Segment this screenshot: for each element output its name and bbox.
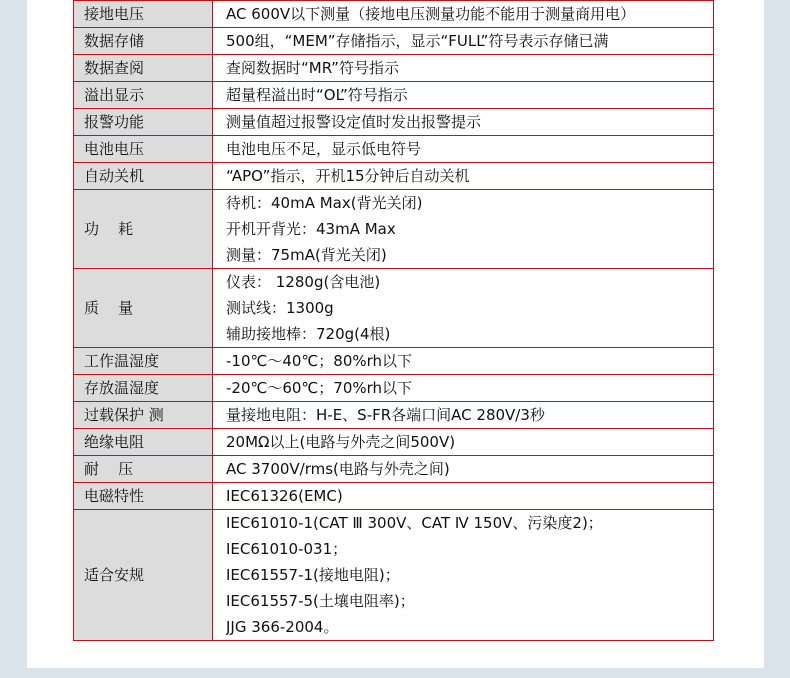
- spec-row: [74, 375, 714, 402]
- spec-value: [213, 136, 714, 163]
- spec-row: [74, 348, 714, 375]
- spec-label: 数据查阅: [74, 55, 213, 82]
- spec-table-body: [74, 1, 714, 641]
- spec-label: 存放温湿度: [74, 375, 213, 402]
- spec-value: [213, 429, 714, 456]
- spec-value: [213, 375, 714, 402]
- spec-value: [213, 269, 714, 348]
- spec-value: [213, 190, 714, 269]
- spec-row: [74, 136, 714, 163]
- spec-row: [74, 55, 714, 82]
- spec-value: [213, 82, 714, 109]
- spec-value-line: -10℃～40℃；80%rh以下: [226, 352, 413, 370]
- spec-value-line: 量接地电阻：H-E、S-FR各端口间AC 280V/3秒: [226, 406, 545, 424]
- spec-label: 电磁特性: [74, 483, 213, 510]
- spec-value: [213, 510, 714, 641]
- spec-label: 耐 压: [74, 456, 213, 483]
- spec-value-line: IEC61557-5(土壤电阻率)；: [226, 592, 415, 610]
- spec-value: [213, 55, 714, 82]
- spec-value: [213, 28, 714, 55]
- spec-row: [74, 402, 714, 429]
- spec-value-line: 测试线：1300g: [226, 299, 334, 317]
- spec-label: 数据存储: [74, 28, 213, 55]
- spec-label: 接地电压: [74, 1, 213, 28]
- spec-row: [74, 456, 714, 483]
- spec-row: [74, 510, 714, 641]
- spec-value-line: 电池电压不足，显示低电符号: [226, 140, 422, 158]
- spec-value-line: 测量：75mA(背光关闭): [226, 246, 387, 264]
- spec-value-line: IEC61326(EMC): [226, 487, 343, 505]
- spec-table: [73, 0, 714, 641]
- spec-label: 功 耗: [74, 190, 213, 269]
- spec-value-line: 仪表： 1280g(含电池): [226, 273, 381, 291]
- spec-value: [213, 402, 714, 429]
- spec-value-line: IEC61557-1(接地电阻)；: [226, 566, 400, 584]
- spec-label: 溢出显示: [74, 82, 213, 109]
- spec-label: 报警功能: [74, 109, 213, 136]
- spec-label: 自动关机: [74, 163, 213, 190]
- spec-value-line: “APO”指示，开机15分钟后自动关机: [226, 167, 470, 185]
- spec-label: 电池电压: [74, 136, 213, 163]
- spec-row: [74, 82, 714, 109]
- spec-value-line: 超量程溢出时“OL”符号指示: [226, 86, 408, 104]
- spec-label: 适合安规: [74, 510, 213, 641]
- spec-row: [74, 1, 714, 28]
- spec-row: [74, 109, 714, 136]
- spec-value-line: 20MΩ以上(电路与外壳之间500V): [226, 433, 456, 451]
- spec-value-line: 查阅数据时“MR”符号指示: [226, 59, 399, 77]
- spec-value: [213, 109, 714, 136]
- spec-value-line: 测量值超过报警设定值时发出报警提示: [226, 113, 482, 131]
- spec-row: [74, 429, 714, 456]
- spec-value: [213, 163, 714, 190]
- spec-value-line: 500组，“MEM”存储指示，显示“FULL”符号表示存储已满: [226, 32, 609, 50]
- spec-value-line: IEC61010-1(CAT Ⅲ 300V、CAT Ⅳ 150V、污染度2)；: [226, 514, 603, 532]
- spec-value-line: -20℃～60℃；70%rh以下: [226, 379, 413, 397]
- spec-value-line: 辅助接地棒：720g(4根): [226, 325, 391, 343]
- spec-value-line: IEC61010-031；: [226, 540, 348, 558]
- spec-label: 质 量: [74, 269, 213, 348]
- spec-label: 绝缘电阻: [74, 429, 213, 456]
- spec-value: [213, 483, 714, 510]
- spec-row: [74, 269, 714, 348]
- spec-value: [213, 348, 714, 375]
- spec-value-line: AC 3700V/rms(电路与外壳之间): [226, 460, 450, 478]
- spec-value-line: 开机开背光：43mA Max: [226, 220, 396, 238]
- spec-row: [74, 483, 714, 510]
- spec-row: [74, 28, 714, 55]
- spec-value: [213, 1, 714, 28]
- spec-label: 工作温湿度: [74, 348, 213, 375]
- spec-value-line: JJG 366-2004。: [226, 618, 339, 636]
- spec-value-line: AC 600V以下测量（接地电压测量功能不能用于测量商用电）: [226, 5, 636, 23]
- spec-row: [74, 190, 714, 269]
- spec-value-line: 待机：40mA Max(背光关闭): [226, 194, 423, 212]
- spec-value: [213, 456, 714, 483]
- spec-label: 过载保护 测: [74, 402, 213, 429]
- spec-row: [74, 163, 714, 190]
